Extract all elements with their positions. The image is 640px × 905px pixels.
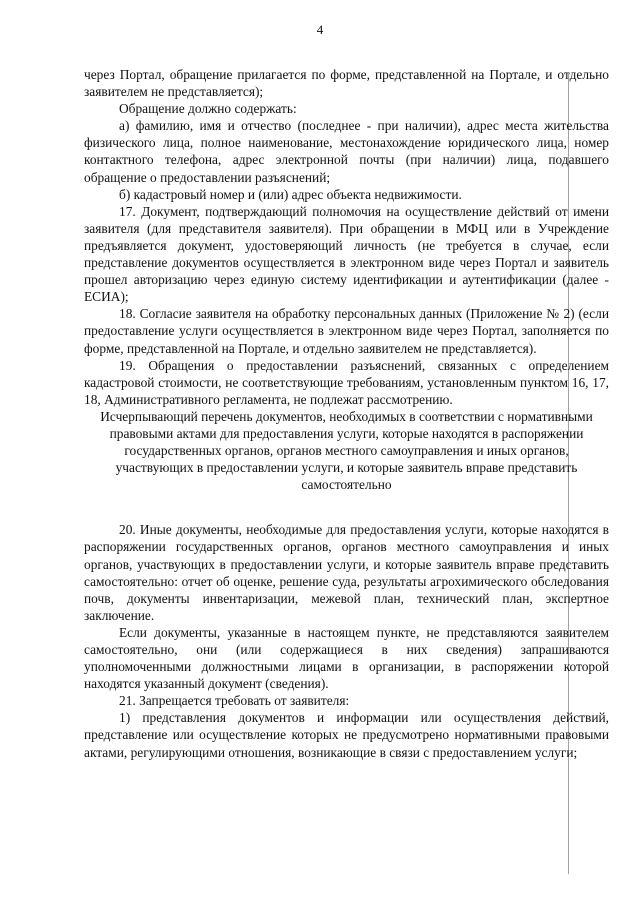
section-spacer [84, 493, 609, 521]
paragraph-19: 19. Обращения о предоставлении разъяснений, связанных с определением кадастровой стоимости, не соответствующие требованиям, установленным пунктом 16, 17, 18, Административного регламента, не подлежат рассмотрению. [84, 357, 609, 407]
section-heading: Исчерпывающий перечень документов, необходимых в соответствии с нормативными правовыми актами для предоставления услуги, которые находятся в распоряжении государственных органов, органов местного самоуправления и иных органов, участвующих в предоставлении услуги, и которые заявитель вправе представить самостоятельно [100, 408, 593, 493]
paragraph-20: 20. Иные документы, необходимые для предоставления услуги, которые находятся в распоряжении государственных органов, органов местного самоуправления и иных органов, участвующих в предоставлении услуги, и которые заявитель вправе представить самостоятельно: отчет об оценке, решение суда, результаты агрохимического обследования почв, документы инвентаризации, межевой план, технический план, экспертное заключение. [84, 522, 609, 623]
paragraph-documents-request: Если документы, указанные в настоящем пункте, не представляются заявителем самостоятельно, они (или содержащиеся в них сведения) запрашиваются уполномоченными должностными лицами в организации, в распоряжении которой находятся указанный документ (сведения). [84, 624, 609, 692]
paragraph-portal-continuation: через Портал, обращение прилагается по форме, представленной на Портале, и отдельно заявителем не представляется); [84, 67, 609, 100]
paragraph-item-b: б) кадастровый номер и (или) адрес объекта недвижимости. [119, 186, 462, 202]
paragraph-21: 21. Запрещается требовать от заявителя: [119, 693, 350, 709]
paragraph-request-contents: Обращение должно содержать: [119, 101, 297, 117]
paragraph-18: 18. Согласие заявителя на обработку персональных данных (Приложение № 2) (если предоставление услуги осуществляется в электронном виде через Портал, заполняется по форме, представленной на Портале, и отдельно заявителем не представляется). [84, 306, 609, 356]
document-body [84, 66, 609, 761]
paragraph-17: 17. Документ, подтверждающий полномочия на осуществление действий от имени заявителя (для представителя заявителя). При обращении в МФЦ или в Учреждение предъявляется документ, удостоверяющий личность (не требуется в случае, если представление документов осуществляется в электронном виде через Портал и заявитель прошел авторизацию через единую систему идентификации и аутентификации (далее - ЕСИА); [84, 203, 609, 305]
paragraph-item-a: а) фамилию, имя и отчество (последнее - при наличии), адрес места жительства физического лица, полное наименование, местонахождение юридического лица, номер контактного телефона, адрес электронной почты (при наличии) лица, подавшего обращение о предоставлении разъяснений; [84, 118, 609, 185]
page-number: 4 [316, 22, 324, 37]
paragraph-21-item-1: 1) представления документов и информации или осуществления действий, представление или осуществление которых не предусмотрено нормативными правовыми актами, регулирующими отношения, возникающие в связи с предоставлением услуги; [84, 710, 609, 760]
